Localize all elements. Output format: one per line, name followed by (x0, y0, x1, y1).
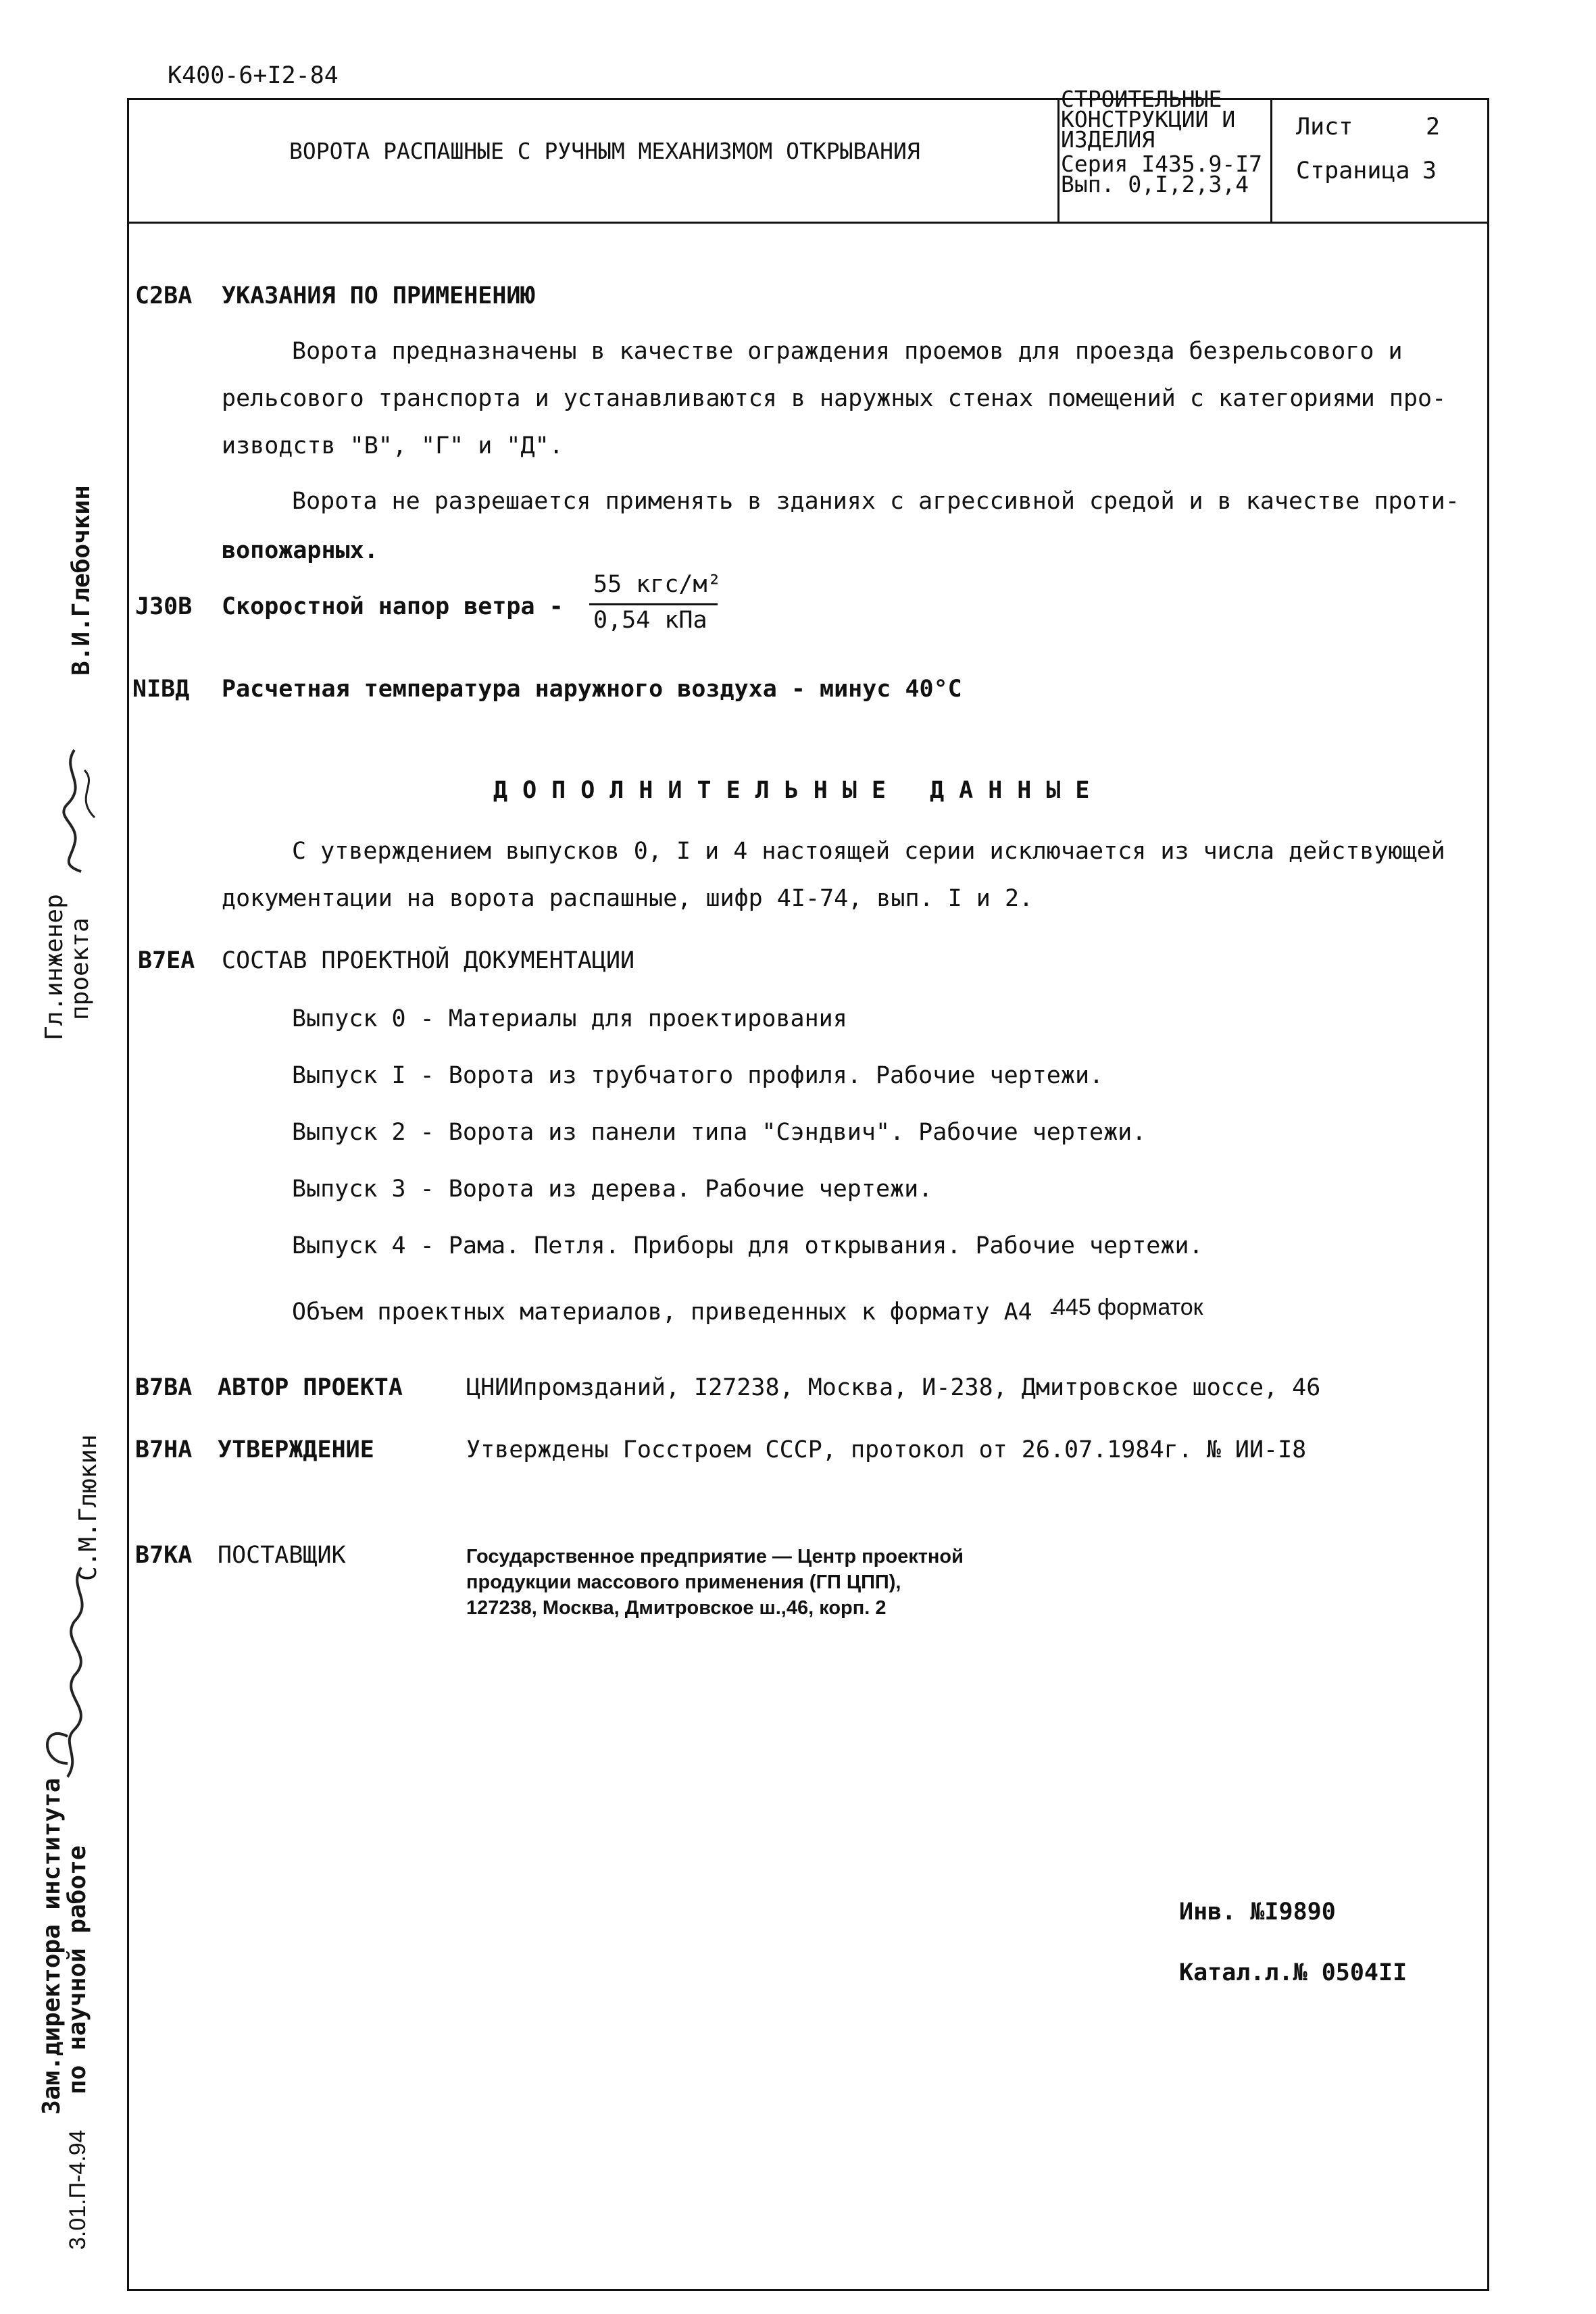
supplier-label: ПОСТАВЩИК (218, 1542, 346, 1569)
category-line: СТРОИТЕЛЬНЫЕ (1061, 86, 1222, 112)
approval-value: Утверждены Госстроем СССР, протокол от 26.07.1984г. № ИИ-I8 (466, 1436, 1307, 1463)
usage-para1-line1: Ворота предназначены в качестве ограждения проемов для проезда безрельсового и (292, 338, 1403, 365)
wind-denominator: 0,54 кПа (593, 607, 707, 634)
section-code-wind: J30В (135, 593, 193, 620)
role-line: Гл.инженер (41, 894, 68, 1040)
additional-line2: документации на ворота распашные, шифр 4I-74, вып. I и 2. (222, 885, 1034, 912)
header-divider (127, 222, 1487, 224)
section-code-temp: NIВД (132, 676, 190, 703)
additional-heading: ДОПОЛНИТЕЛЬНЫЕ ДАННЫЕ (493, 777, 1105, 804)
supplier-line: Государственное предприятие — Центр проектной (466, 1546, 964, 1567)
wind-label: Скоростной напор ветра - (222, 593, 564, 620)
section-code-author: В7ВА (135, 1374, 193, 1401)
sheet-value: 2 (1426, 114, 1441, 141)
inventory-number: Инв. №I9890 (1179, 1898, 1336, 1926)
volume-text: Объем проектных материалов, приведенных к формату А4 - (292, 1299, 1061, 1326)
usage-para1-line2: рельсового транспорта и устанавливаются в наружных стенах помещений с категориями про- (222, 385, 1447, 412)
usage-para2-line1: Ворота не разрешается применять в зданиях с агрессивной средой и в качестве проти- (292, 488, 1460, 515)
category-line: ИЗДЕЛИЯ (1061, 126, 1155, 153)
section-code-composition: В7ЕА (138, 947, 195, 974)
composition-item: Выпуск I - Ворота из трубчатого профиля. Рабочие чертежи. (292, 1062, 1104, 1089)
usage-para2-line2: вопожарных. (222, 537, 378, 564)
role-line: Зам.директора института (38, 1778, 66, 2115)
composition-item: Выпуск 0 - Материалы для проектирования (292, 1005, 847, 1032)
temp-text: Расчетная температура наружного воздуха - минус 40°С (222, 676, 962, 703)
category-line: КОНСТРУКЦИИ И (1061, 106, 1236, 132)
additional-line1: С утверждением выпусков 0, I и 4 настоящей серии исключается из числа действующей (292, 838, 1445, 865)
signature-1 (34, 743, 115, 878)
author-value: ЦНИИпромзданий, I27238, Москва, И-238, Дмитровское шоссе, 46 (466, 1374, 1321, 1401)
margin-name-2: С.М.Глюкин (74, 1434, 102, 1581)
sheet-label: Лист (1296, 114, 1353, 141)
header-category-block (1061, 86, 1263, 197)
wind-fraction-bar (589, 603, 718, 605)
supplier-line: 127238, Москва, Дмитровское ш.,46, корп. 2 (466, 1597, 887, 1619)
margin-date-stamp: 3.01.П-4.94 (65, 2130, 91, 2250)
volume-value: 445 форматок (1053, 1294, 1203, 1320)
category-line: Серия I435.9-I7 (1061, 151, 1263, 177)
section-code-approval: В7НА (135, 1436, 193, 1463)
approval-label: УТВЕРЖДЕНИЕ (218, 1436, 374, 1463)
page-label: Страница (1296, 157, 1410, 184)
section-code-supplier: В7КА (135, 1542, 193, 1569)
composition-item: Выпуск 2 - Ворота из панели типа "Сэндвич". Рабочие чертежи. (292, 1119, 1147, 1146)
page-value: 3 (1422, 157, 1437, 184)
composition-item: Выпуск 3 - Ворота из дерева. Рабочие чертежи. (292, 1176, 933, 1203)
usage-heading: УКАЗАНИЯ ПО ПРИМЕНЕНИЮ (222, 282, 535, 309)
header-col-divider-2 (1270, 98, 1272, 222)
wind-numerator: 55 кгс/м² (593, 571, 722, 598)
role-line: проекта (66, 917, 94, 1020)
author-label: АВТОР ПРОЕКТА (218, 1374, 403, 1401)
category-line: Вып. 0,I,2,3,4 (1061, 171, 1249, 197)
margin-role-2 (39, 1778, 91, 2115)
signature-2 (27, 1561, 108, 1784)
document-code: К400-6+I2-84 (168, 62, 339, 89)
composition-item: Выпуск 4 - Рама. Петля. Приборы для открывания. Рабочие чертежи. (292, 1232, 1203, 1259)
supplier-line: продукции массового применения (ГП ЦПП), (466, 1571, 901, 1593)
supplier-block (466, 1544, 964, 1621)
catalog-number: Катал.л.№ 0504II (1179, 1959, 1407, 1986)
section-code-usage: С2ВА (135, 282, 193, 309)
usage-para1-line3: изводств "В", "Г" и "Д". (222, 432, 564, 459)
margin-name-1: В.И.Глебочкин (68, 485, 95, 676)
header-col-divider-1 (1057, 98, 1059, 222)
composition-heading: СОСТАВ ПРОЕКТНОЙ ДОКУМЕНТАЦИИ (222, 947, 635, 974)
role-line: по научной работе (64, 1845, 91, 2094)
header-title: ВОРОТА РАСПАШНЫЕ С РУЧНЫМ МЕХАНИЗМОМ ОТКРЫВАНИЯ (289, 138, 920, 164)
margin-role-1 (42, 894, 93, 1040)
